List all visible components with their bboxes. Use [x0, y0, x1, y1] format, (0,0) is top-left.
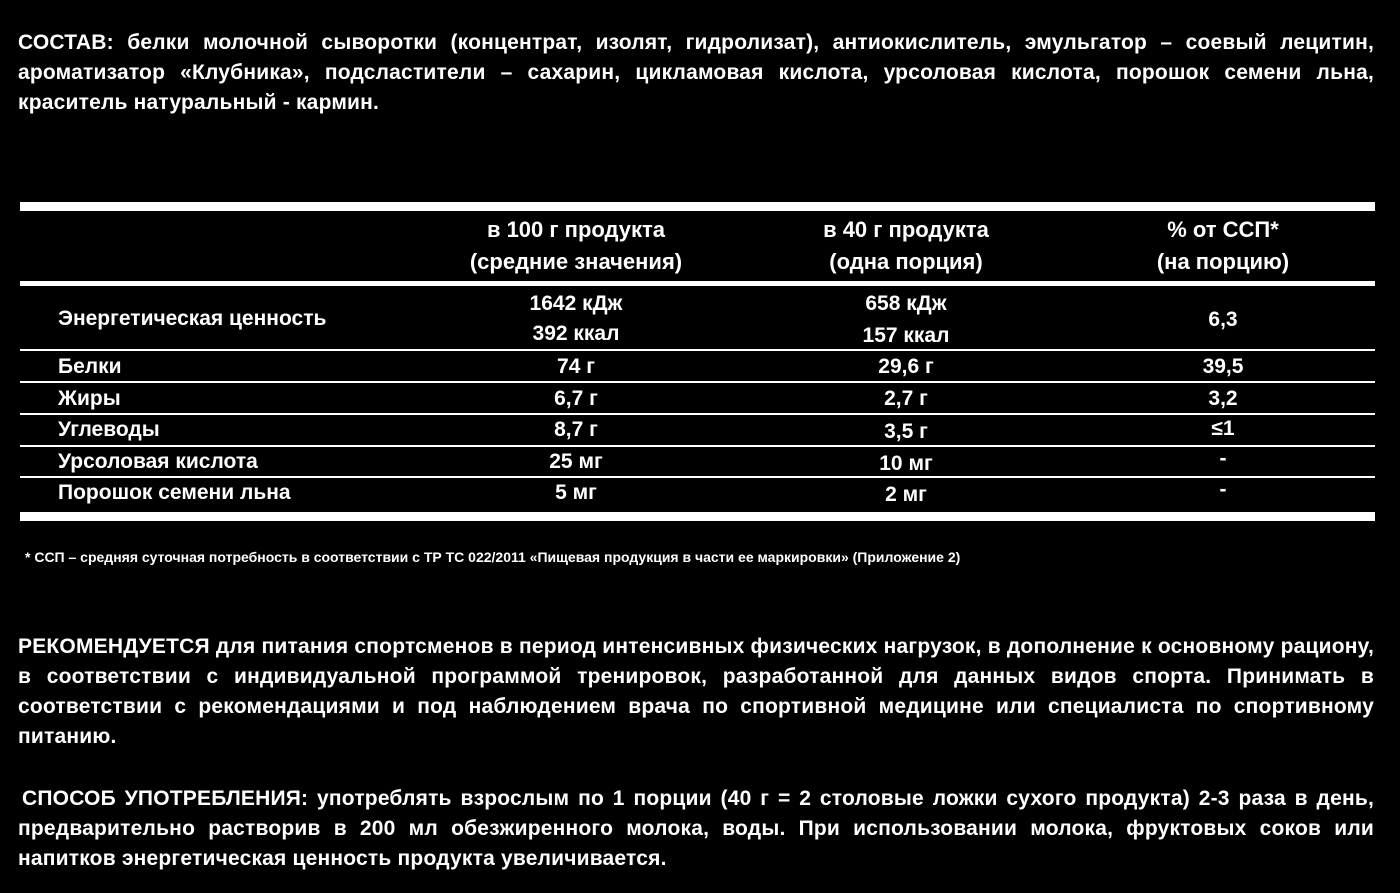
- row-ursolic-per40: 10 мг: [879, 452, 933, 475]
- usage-heading: СПОСОБ УПОТРЕБЛЕНИЯ:: [22, 787, 309, 810]
- header-percent-rda: [1068, 214, 1378, 278]
- header-per-40g: [751, 214, 1061, 278]
- row-carbs-per40: 3,5 г: [884, 420, 928, 443]
- energy-per100-kcal: 392 ккал: [532, 322, 620, 345]
- row-protein-per100: 74 г: [557, 355, 595, 378]
- energy-label: Энергетическая ценность: [58, 307, 327, 330]
- row-fat-per40: 2,7 г: [884, 387, 928, 410]
- energy-per100-kj: 1642 кДж: [529, 292, 623, 315]
- composition-paragraph: [18, 28, 1374, 118]
- row-ursolic-per100: 25 мг: [549, 450, 603, 473]
- row-label-ursolic-acid: Урсоловая кислота: [58, 450, 258, 473]
- row-flax-per40: 2 мг: [885, 483, 927, 506]
- energy-percent: 6,3: [1208, 308, 1238, 331]
- composition-heading: СОСТАВ:: [18, 31, 114, 54]
- header-per-40g-line1: в 40 г продукта: [823, 217, 989, 242]
- energy-per40-kj: 658 кДж: [865, 292, 947, 315]
- row-label-flax-seed: Порошок семени льна: [58, 481, 291, 504]
- row-fat-percent: 3,2: [1208, 387, 1238, 410]
- row-label-fat: Жиры: [58, 387, 121, 410]
- row-protein-percent: 39,5: [1202, 355, 1244, 378]
- recommendation-paragraph: [18, 632, 1374, 752]
- row-protein-per40: 29,6 г: [878, 355, 934, 378]
- row-carbs-per100: 8,7 г: [554, 418, 598, 441]
- recommendation-text: для питания спортсменов в период интенсивных физических нагрузок, в дополнение к основному рациону, в соответствии с индивидуальной программой тренировок, разработанной для данных видов спорта. Принимать в соответствии с рекомендациями и под наблюдением врача по спортивной медицине или специалиста по спортивному питанию.: [18, 635, 1374, 748]
- header-per-100g-line2: (средние значения): [469, 249, 683, 274]
- row-divider: [20, 349, 1375, 351]
- recommendation-heading: РЕКОМЕНДУЕТСЯ: [18, 635, 210, 658]
- table-bottom-rule: [20, 512, 1375, 521]
- energy-per40-kcal: 157 ккал: [862, 324, 950, 347]
- header-per-40g-line2: (одна порция): [829, 249, 983, 274]
- header-percent-rda-line1: % от ССП*: [1167, 217, 1279, 242]
- footnote: * ССП – средняя суточная потребность в соответствии с ТР ТС 022/2011 «Пищевая продукция в части ее маркировки» (Приложение 2): [25, 549, 961, 565]
- row-fat-per100: 6,7 г: [554, 387, 598, 410]
- row-carbs-percent: ≤1: [1211, 417, 1235, 440]
- usage-text: употреблять взрослым по 1 порции (40 г = 2 столовые ложки сухого продукта) 2-3 раза в день, предварительно растворив в 200 мл обезжиренного молока, воды. При использовании молока, фруктовых соков или напитков энергетическая ценность продукта увеличивается.: [18, 787, 1374, 870]
- row-flax-percent: -: [1219, 478, 1227, 501]
- row-divider: [20, 381, 1375, 383]
- header-per-100g: [421, 214, 731, 278]
- row-flax-per100: 5 мг: [555, 481, 597, 504]
- header-per-100g-line1: в 100 г продукта: [486, 217, 666, 242]
- row-ursolic-percent: -: [1219, 447, 1227, 470]
- table-top-rule: [20, 202, 1375, 211]
- row-label-protein: Белки: [58, 355, 122, 378]
- usage-paragraph: [18, 784, 1374, 874]
- table-header-rule: [20, 281, 1375, 286]
- composition-text: белки молочной сыворотки (концентрат, изолят, гидролизат), антиокислитель, эмульгатор – соевый лецитин, ароматизатор «Клубника», подсластители – сахарин, цикламовая кислота, урсоловая кислота, порошок семени льна, краситель натуральный - кармин.: [18, 31, 1374, 114]
- row-label-carbs: Углеводы: [58, 418, 160, 441]
- header-percent-rda-line2: (на порцию): [1156, 249, 1290, 274]
